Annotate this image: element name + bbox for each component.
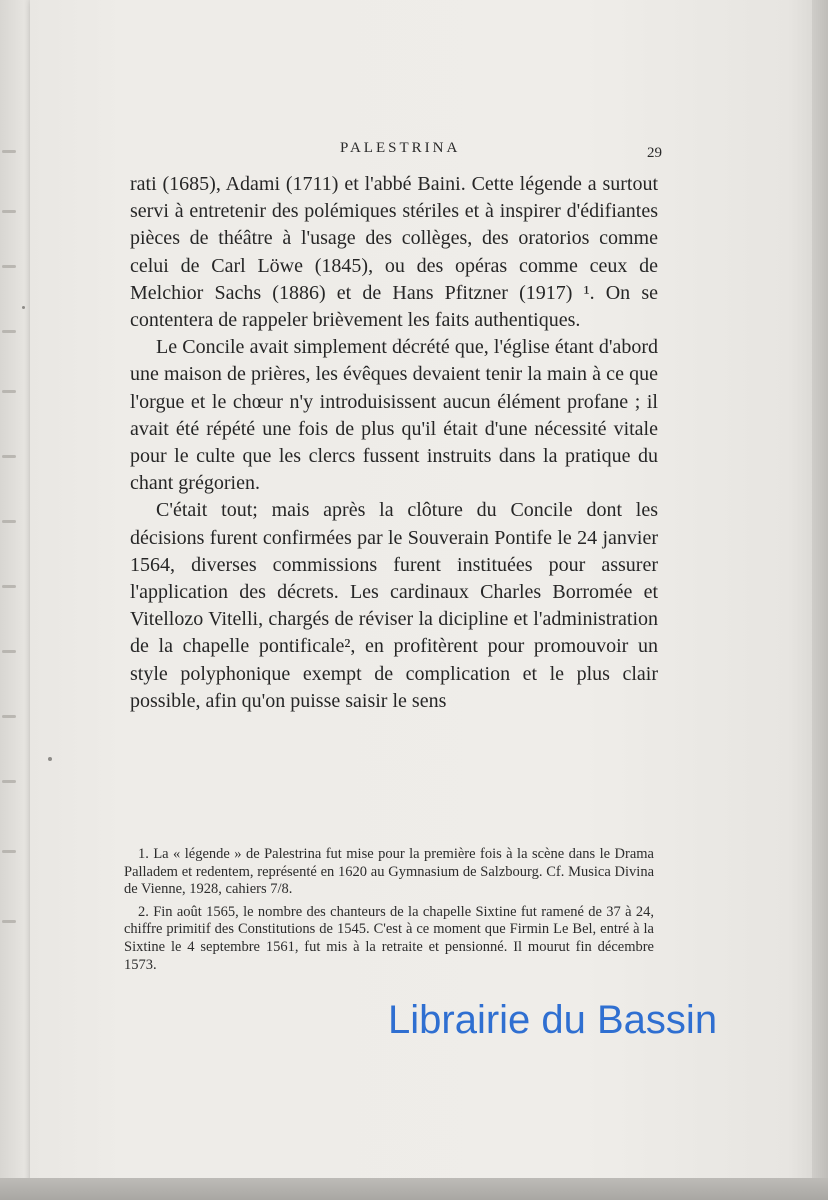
bleed-mark	[2, 585, 16, 588]
bleed-mark	[2, 330, 16, 333]
running-head: PALESTRINA	[340, 140, 461, 156]
paragraph-2: Le Concile avait simplement décrété que, l'église étant d'abord une maison de prières, les évêques devaient tenir la main à ce que l'orgue et le chœur n'y introduisissent aucun élément profane ; il avait été répété une fois de plus qu'il était d'une nécessité vitale pour le culte que les clercs fussent instruits dans la pratique du chant grégorien.	[130, 336, 658, 495]
bleed-mark	[2, 150, 16, 153]
bleed-mark	[2, 650, 16, 653]
bleed-mark	[2, 520, 16, 523]
watermark: Librairie du Bassin	[388, 998, 718, 1042]
page-number: 29	[647, 145, 662, 161]
bleed-mark	[2, 850, 16, 853]
bleed-mark	[2, 455, 16, 458]
paragraph-1: rati (1685), Adami (1711) et l'abbé Baini. Cette légende a surtout servi à entretenir des polémiques stériles et à inspirer d'édifiantes pièces de théâtre à l'usage des collèges, des oratorios comme celui de Carl Löwe (1845), ou des opéras comme ceux de Melchior Sachs (1886) et de Hans Pfitzner (1917) ¹. On se contentera de rappeler brièvement les faits authentiques.	[130, 173, 658, 332]
bleed-mark	[2, 390, 16, 393]
page-bottom-shadow	[0, 1178, 828, 1200]
paper-speck	[48, 757, 52, 761]
paragraph-3: C'était tout; mais après la clôture du Concile dont les décisions furent confirmées par le Souverain Pontife le 24 janvier 1564, diverses commissions furent instituées pour assurer l'application des décrets. Les cardinaux Charles Borromée et Vitellozo Vitelli, chargés de réviser la dicipline et l'administration de la chapelle pontificale², en profitèrent pour promouvoir un style polyphonique exempt de complication et le plus clair possible, afin qu'on puisse saisir le sens	[130, 499, 658, 712]
bleed-mark	[2, 920, 16, 923]
body-text	[130, 171, 658, 715]
bleed-mark	[2, 780, 16, 783]
bleed-mark	[2, 265, 16, 268]
footnotes	[124, 846, 654, 979]
bleed-mark	[2, 715, 16, 718]
footnote-2: 2. Fin août 1565, le nombre des chanteurs de la chapelle Sixtine fut ramené de 37 à 24, chiffre primitif des Constitutions de 1545. C'est à ce moment que Firmin Le Bel, entré à la Sixtine le 4 septembre 1561, fut mis à la retraite et pensionné. Il mourut fin décembre 1573.	[124, 903, 654, 973]
bleed-mark	[2, 210, 16, 213]
footnote-1: 1. La « légende » de Palestrina fut mise pour la première fois à la scène dans le Drama Palladem et redentem, représenté en 1620 au Gymnasium de Salzbourg. Cf. Musica Divina de Vienne, 1928, cahiers 7/8.	[124, 846, 654, 898]
paper-speck	[22, 306, 25, 309]
page-stack-edge	[812, 0, 828, 1185]
